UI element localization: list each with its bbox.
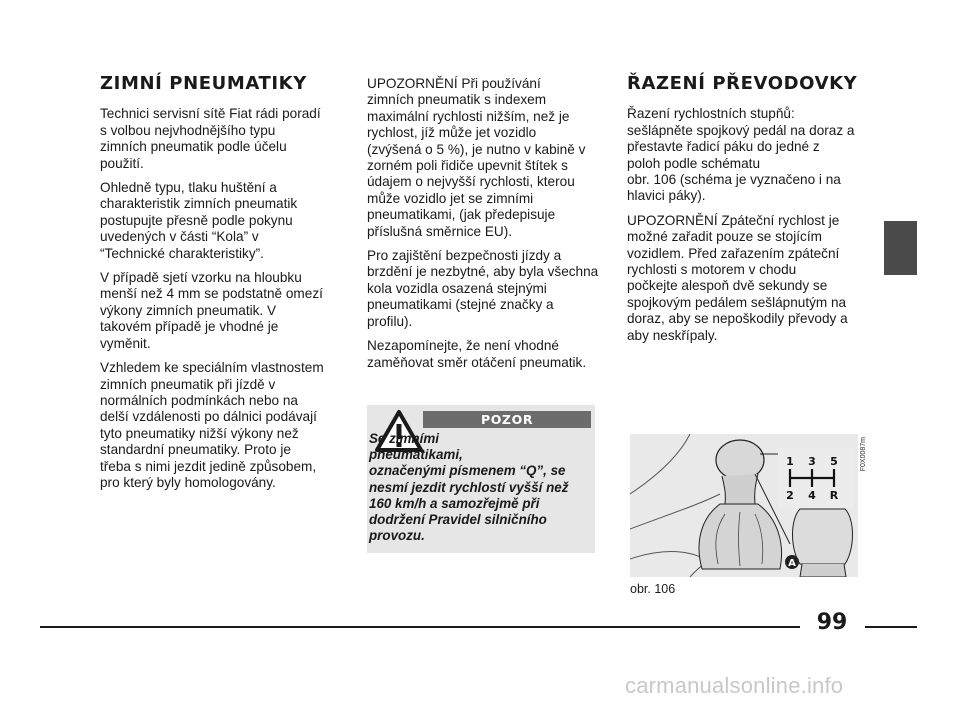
paragraph: V případě sjetí vzorku na hloubku menší než 4 mm se podstatně omezí výkony zimních pneumatik. V takovém případě je vhodné je vyměnit. bbox=[100, 270, 323, 351]
figure-code: F0X0087m bbox=[860, 437, 867, 472]
section-tab bbox=[884, 221, 917, 275]
paragraph: Řazení rychlostních stupňů: sešlápněte spojkový pedál na doraz a přestavte řadicí páku do jedné z poloh podle schématu obr. 106 (schéma je vyznačeno i na hlavici páky). bbox=[627, 106, 855, 204]
paragraph: Nezapomínejte, že není vhodné zaměňovat směr otáčení pneumatik. bbox=[367, 338, 587, 370]
paragraph: Vzhledem ke speciálním vlastnostem zimních pneumatik při jízdě v normálních podmínkách nebo na delší vzdálenosti po dálnici podávají tyto pneumatiky nižší výkony než standardní pneumatiky. Proto je třeba s nimi jezdit jedině způsobem, pro který byly homologovány. bbox=[100, 360, 324, 490]
gear-label-r: R bbox=[829, 489, 839, 502]
gear-label-3: 3 bbox=[808, 455, 816, 468]
watermark: carmanualsonline.info bbox=[625, 673, 844, 698]
marker-a: A bbox=[788, 558, 796, 569]
paragraph: UPOZORNĚNÍ Zpáteční rychlost je možné zařadit pouze se stojícím vozidlem. Před zařazením zpáteční rychlosti s motorem v chodu počkejte alespoň dvě sekundy se spojkovým pedálem sešlápnutým na doraz, aby se nepoškodily převody a aby neskřípaly. bbox=[627, 212, 848, 343]
column-gear-shifting bbox=[627, 73, 862, 352]
paragraph: Ohledně typu, tlaku huštění a charakteristik zimních pneumatik postupujte přesně podle pokynu uvedených v části “Kola” v “Technické charakteristiky”. bbox=[100, 180, 298, 261]
footer-rule-left bbox=[40, 626, 800, 628]
column-winter-tyres bbox=[100, 73, 330, 499]
warning-text: Se zimními pneumatikami, označenými písmenem “Q”, se nesmí jezdit rychlostí vyšší než 160 km/h a samozřejmě při dodržení Pravidel silničního provozu. bbox=[369, 431, 569, 544]
footer-rule-right bbox=[865, 626, 917, 628]
paragraph: Pro zajištění bezpečnosti jízdy a brzdění je nezbytné, aby byla všechna kola vozidla osazená stejnými pneumatikami (stejné značky a profilu). bbox=[367, 248, 599, 329]
figure-caption: obr. 106 bbox=[630, 582, 676, 596]
heading-gear-shifting: ŘAZENÍ PŘEVODOVKY bbox=[627, 73, 858, 94]
paragraph: Technici servisní sítě Fiat rádi poradí s volbou nejvhodnějšího typu zimních pneumatik podle účelu použití. bbox=[100, 106, 321, 171]
page-number: 99 bbox=[816, 610, 848, 635]
warning-title: POZOR bbox=[423, 411, 591, 428]
gear-label-1: 1 bbox=[786, 455, 794, 468]
gear-label-2: 2 bbox=[786, 489, 794, 502]
heading-winter-tyres: ZIMNÍ PNEUMATIKY bbox=[100, 73, 307, 94]
column-speed-warning bbox=[367, 76, 602, 379]
warning-box bbox=[367, 405, 595, 553]
gear-lever-illustration bbox=[630, 434, 858, 577]
gear-lever-figure bbox=[630, 434, 858, 577]
gear-label-4: 4 bbox=[808, 489, 816, 502]
gear-label-5: 5 bbox=[830, 455, 838, 468]
paragraph: UPOZORNĚNÍ Při používání zimních pneumatik s indexem maximální rychlosti nižším, než je rychlost, jíž může jet vozidlo (zvýšená o 5 %), je nutno v kabině v zorném poli řidiče upevnit štítek s údajem o nejvyšší rychlosti, kterou může vozidlo jet se zimními pneumatikami, (jak předepisuje příslušná směrnice EU). bbox=[367, 76, 586, 239]
